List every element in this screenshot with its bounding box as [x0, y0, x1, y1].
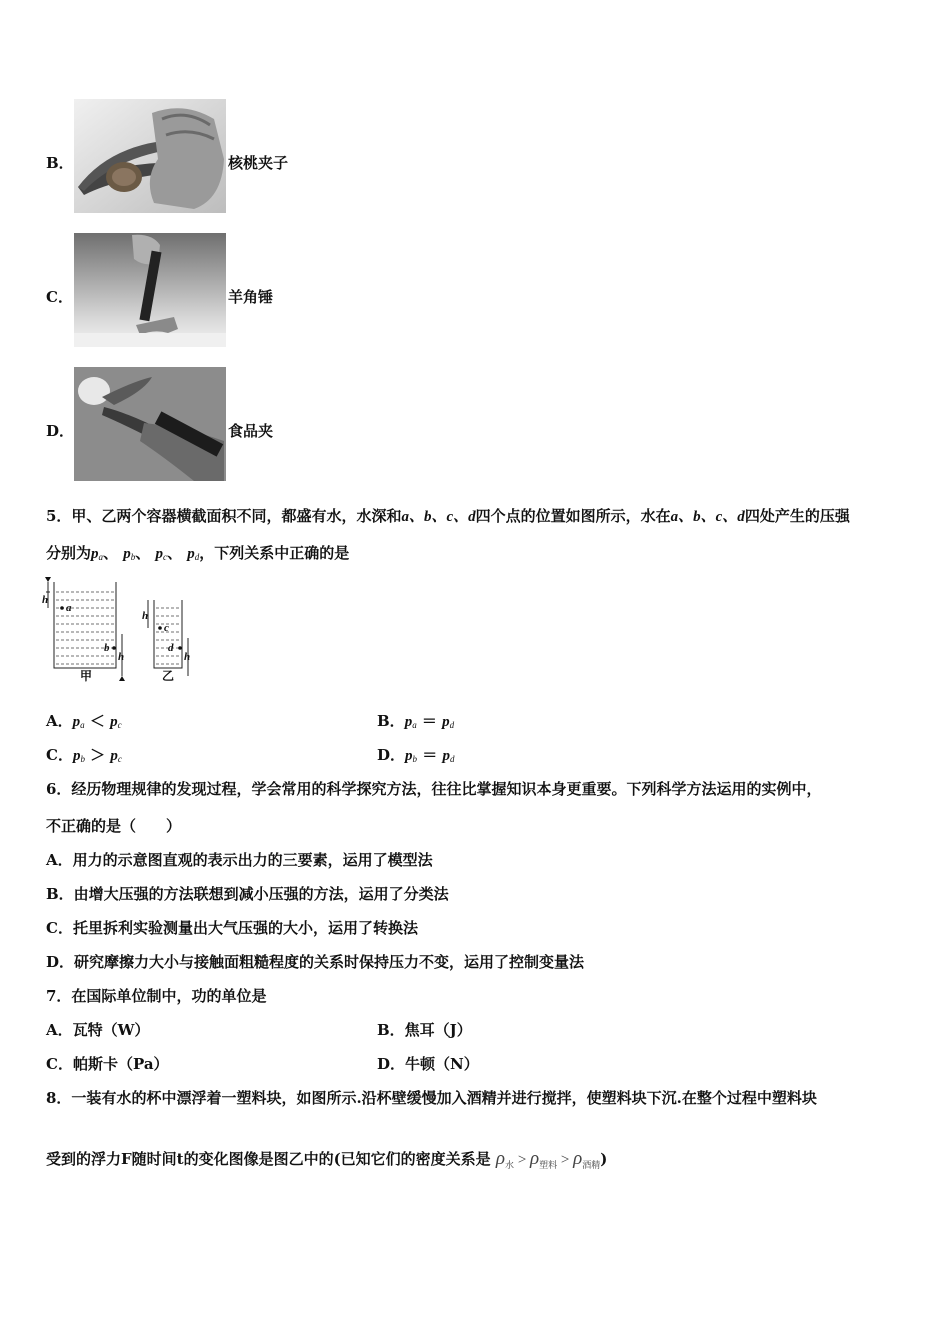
q6-choice-d: D．研究摩擦力大小与接触面粗糙程度的关系时保持压力不变，运用了控制变量法: [46, 953, 585, 971]
q6-line-1: 6．经历物理规律的发现过程，学会常用的科学探究方法，往往比掌握知识本身更重要。下列科学方法运用的实例中，: [46, 780, 822, 798]
q8-text: 受到的浮力F随时间t的变化图像是图乙中的(已知它们的密度关系是: [46, 1150, 491, 1168]
rho-symbol: ρ: [573, 1148, 583, 1169]
q7-choice-a: A．瓦特（W）: [46, 1021, 150, 1039]
rho-symbol: ρ: [530, 1148, 540, 1169]
q5-text: 5．甲、乙两个容器横截面积不同，都盛有水，水深和: [46, 507, 402, 525]
fig-label-h: h: [42, 594, 49, 606]
fig-label-h: h: [118, 651, 125, 663]
choice-letter: B．: [377, 712, 405, 730]
option-c-letter: C．: [46, 288, 73, 306]
fig-label-jia: 甲: [80, 669, 93, 683]
fig-label-d: d: [168, 642, 174, 654]
q7-choice-c: C．帕斯卡（Pa）: [46, 1055, 169, 1073]
q5-choice-a: A．$p_a < p_c$: [46, 712, 122, 730]
walnut-cracker-image: [74, 99, 226, 213]
pressure-pb: $p_b$: [123, 546, 136, 562]
q8-line-1: 8．一装有水的杯中漂浮着一塑料块，如图所示.沿杯壁缓慢加入酒精并进行搅拌，使塑料块下沉.在整个过程中塑料块: [46, 1089, 817, 1107]
q7-choice-d: D．牛顿（N）: [377, 1055, 479, 1073]
rho-sub-plastic: 塑料: [539, 1160, 558, 1170]
claw-hammer-image: [74, 233, 226, 347]
q5-text: 四处产生的压强: [744, 507, 850, 525]
q5-line-1: [46, 505, 850, 526]
q6-line-2: 不正确的是（ ）: [46, 817, 182, 835]
fig-label-h: h: [142, 610, 149, 622]
option-c-caption: 羊角锤: [228, 288, 274, 306]
option-b-caption: 核桃夹子: [228, 154, 289, 172]
q5-line-2: 分别为$p_a$、 $p_b$、 $p_c$、 $p_d$，下列关系中正确的是: [46, 544, 350, 562]
option-d-letter: D．: [46, 422, 75, 440]
q5-text: ，下列关系中正确的是: [199, 544, 350, 562]
fig-label-a: a: [66, 602, 72, 614]
rho-sub-alcohol: 酒精: [582, 1160, 601, 1170]
q5-choice-d: D．$p_b = p_d$: [377, 746, 455, 764]
pressure-pa: $p_a$: [91, 546, 104, 562]
food-tongs-image: [74, 367, 226, 481]
q5-text: 分别为: [46, 544, 92, 562]
density-relation: [495, 1148, 601, 1170]
q5-choice-b: B．$p_a = p_d$: [377, 712, 455, 730]
q5-vars: a、b、c、d: [401, 509, 476, 525]
choice-letter: C．: [46, 746, 73, 764]
gt-symbol: >: [517, 1152, 527, 1168]
q6-choice-b: B．由增大压强的方法联想到减小压强的方法，运用了分类法: [46, 885, 449, 903]
pressure-pd: $p_d$: [187, 546, 200, 562]
option-b-letter: B．: [46, 154, 74, 172]
fig-label-b: b: [104, 642, 110, 654]
fig-label-c: c: [164, 622, 169, 634]
choice-letter: D．: [377, 746, 406, 764]
pressure-pc: $p_c$: [155, 546, 167, 562]
gt-symbol: >: [560, 1152, 570, 1168]
q7-choice-b: B．焦耳（J）: [377, 1021, 472, 1039]
q8-text: ): [600, 1150, 608, 1168]
fig-label-yi: 乙: [162, 669, 175, 683]
q6-choice-a: A．用力的示意图直观的表示出力的三要素，运用了模型法: [46, 851, 433, 869]
q6-choice-c: C．托里拆利实验测量出大气压强的大小，运用了转换法: [46, 919, 418, 937]
rho-symbol: ρ: [495, 1148, 506, 1169]
q7-stem: 7．在国际单位制中，功的单位是: [46, 987, 267, 1005]
q5-choice-c: C．$p_b > p_c$: [46, 746, 122, 764]
option-d-caption: 食品夹: [228, 422, 274, 440]
rho-sub-water: 水: [505, 1160, 515, 1170]
q8-line-2: [46, 1148, 607, 1171]
q5-vars: a、b、c、d: [670, 509, 745, 525]
q5-containers-figure: [40, 572, 210, 684]
q5-text: 四个点的位置如图所示，水在: [475, 507, 671, 525]
fig-label-h: h: [184, 651, 191, 663]
choice-letter: A．: [46, 712, 73, 730]
